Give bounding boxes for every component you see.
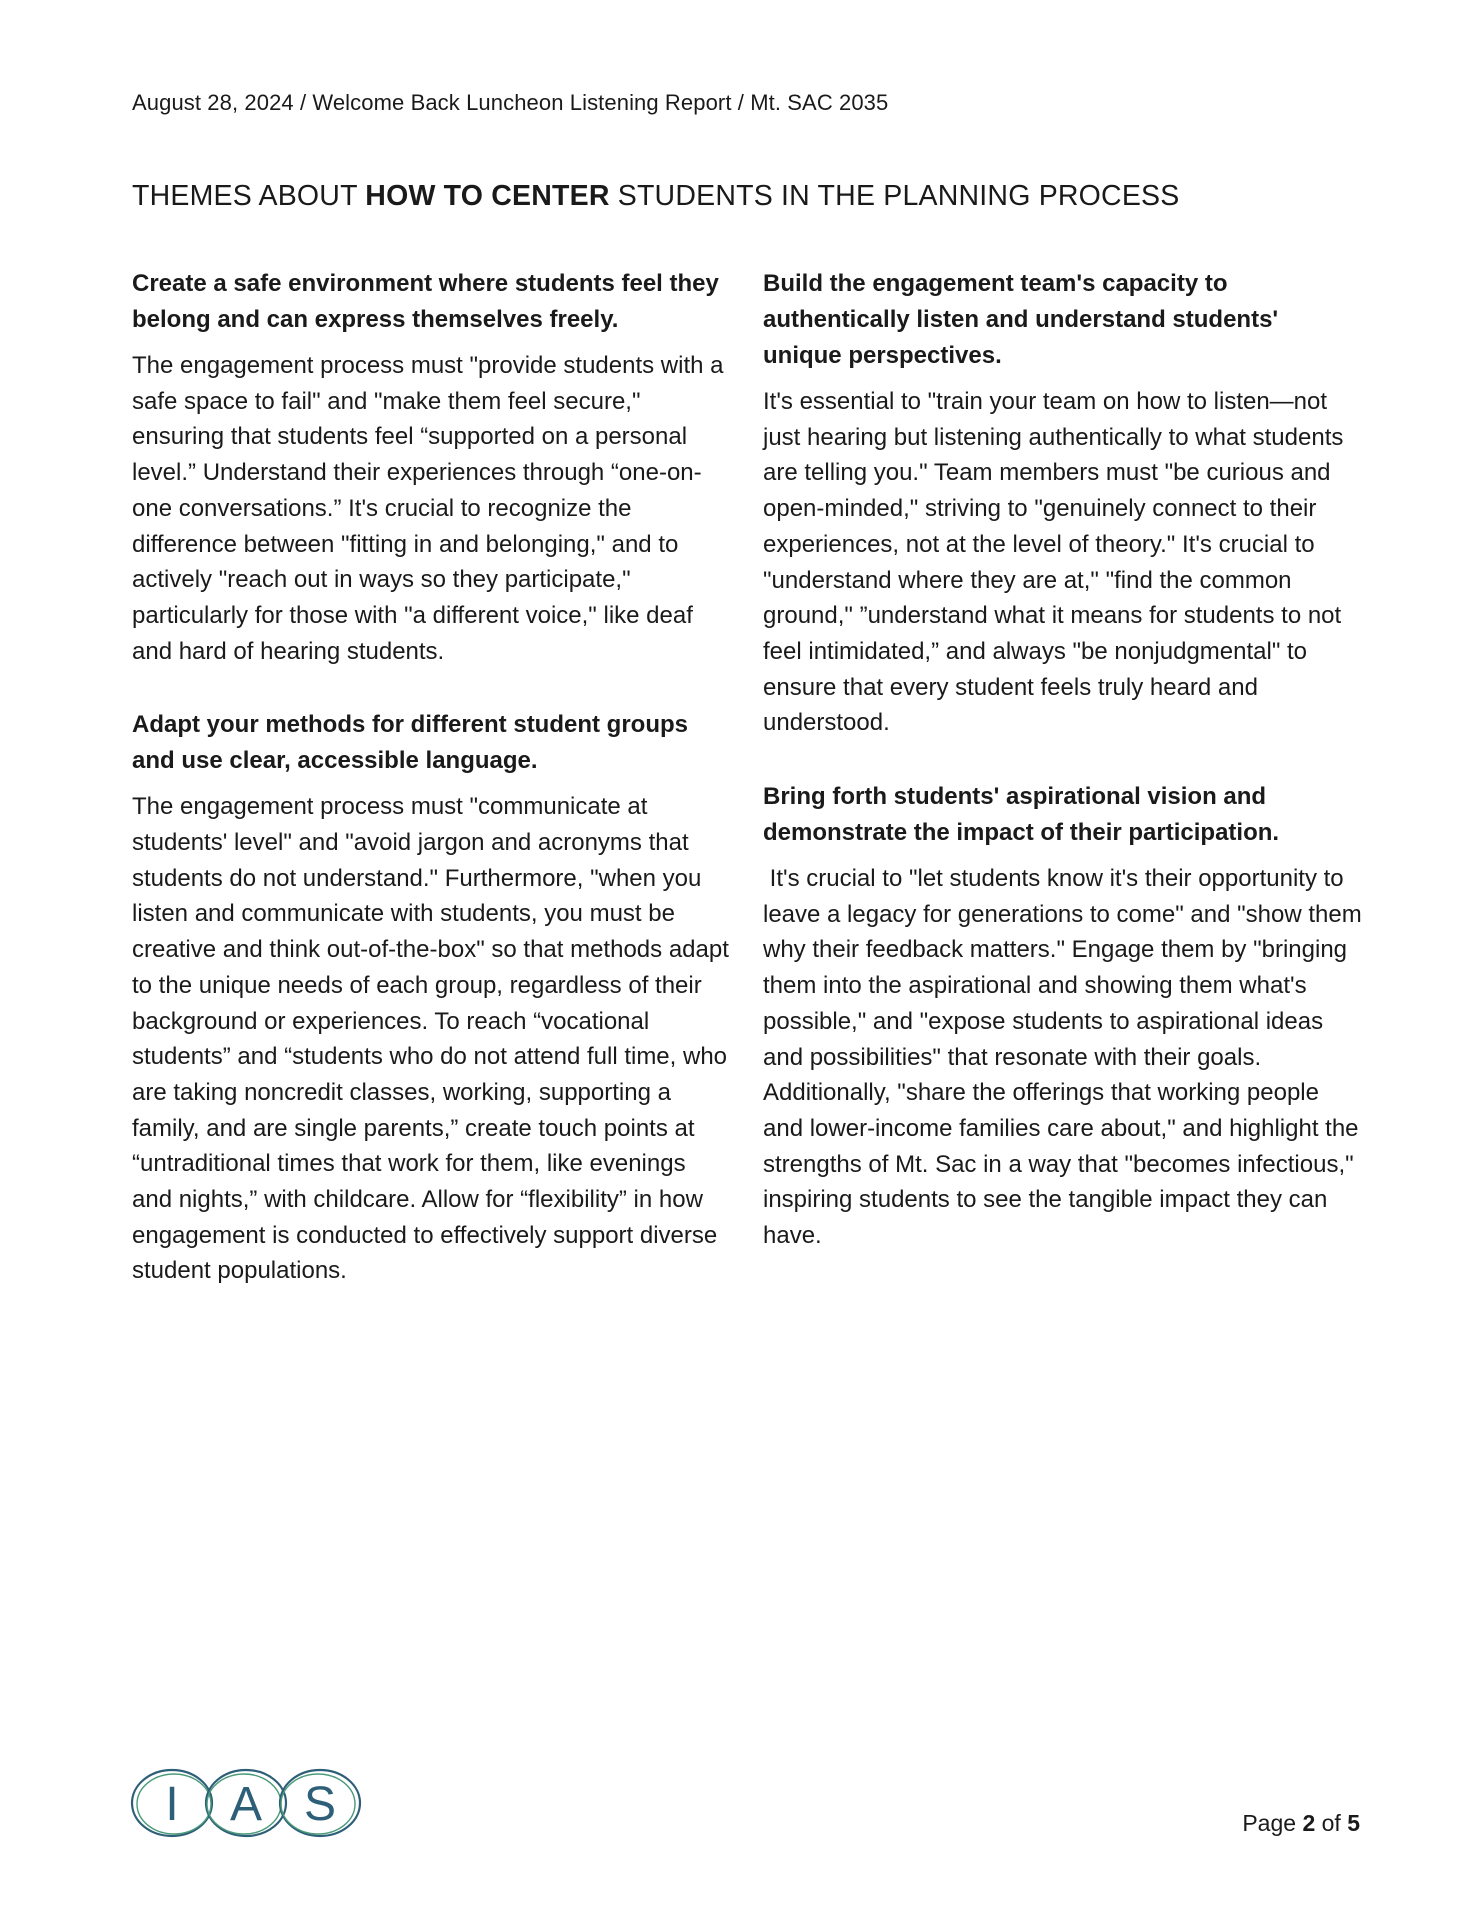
theme-section (132, 266, 732, 669)
ias-logo (130, 1766, 362, 1840)
page-title (132, 180, 1179, 213)
logo-letter-a: A (229, 1778, 263, 1831)
right-column (763, 266, 1369, 1292)
running-header: August 28, 2024 / Welcome Back Luncheon Listening Report / Mt. SAC 2035 (132, 90, 889, 115)
page-number-total: 5 (1347, 1810, 1360, 1836)
theme-title: Create a safe environment where students feel they belong and can express themselves freely. (132, 270, 719, 333)
theme-title: Adapt your methods for different student groups and use clear, accessible language. (132, 711, 688, 775)
logo-letter-i: I (165, 1778, 179, 1831)
theme-section (132, 707, 736, 1289)
logo-letter-s: S (303, 1778, 337, 1831)
theme-body: The engagement process must "provide students with a safe space to fail" and "make them feel secure," ensuring that students feel “supported on a personal level.” Understand their experiences through “one-on-one conversations.” It's crucial to recognize the difference between "fitting in and belonging," and to actively "reach out in ways so they participate," particularly for those with "a different voice," like deaf and hard of hearing students. (132, 352, 731, 665)
theme-section (763, 779, 1369, 1254)
theme-section (763, 266, 1363, 741)
theme-title: Build the engagement team's capacity to authentically listen and understand students' unique perspectives. (763, 270, 1279, 369)
theme-title: Bring forth students' aspirational vision and demonstrate the impact of their participation. (763, 783, 1280, 847)
page-title-suffix: STUDENTS IN THE PLANNING PROCESS (609, 180, 1180, 212)
left-column (132, 266, 736, 1327)
page-number-prefix: Page (1242, 1810, 1303, 1836)
theme-body: It's essential to "train your team on how to listen—not just hearing but listening authentically to what students are telling you." Team members must "be curious and open-minded," striving to "genuinely connect to their experiences, not at the level of theory." It's crucial to "understand where they are at," "find the common ground," ”understand what it means for students to not feel intimidated,” and always "be nonjudgmental" to ensure that every student feels truly heard and understood. (763, 388, 1351, 737)
page-number (1242, 1810, 1360, 1837)
theme-body: The engagement process must "communicate at students' level" and "avoid jargon and acronyms that students do not understand." Furthermore, "when you listen and communicate with students, you must be creative and think out-of-the-box" so that methods adapt to the unique needs of each group, regardless of their background or experiences. To reach “vocational students” and “students who do not attend full time, who are taking noncredit classes, working, supporting a family, and are single parents,” create touch points at “untraditional times that work for them, like evenings and nights,” with childcare. Allow for “flexibility” in how engagement is conducted to effectively support diverse student populations. (132, 793, 736, 1285)
theme-body: It's crucial to "let students know it's their opportunity to leave a legacy for generations to come" and "show them why their feedback matters." Engage them by "bringing them into the aspirational and showing them what's possible," and "expose students to aspirational ideas and possibilities" that resonate with their goals. Additionally, "share the offerings that working people and lower-income families care about," and highlight the strengths of Mt. Sac in a way that "becomes infectious," inspiring students to see the tangible impact they can have. (763, 865, 1369, 1250)
page-number-current: 2 (1302, 1810, 1316, 1836)
page-title-prefix: THEMES ABOUT (132, 180, 366, 212)
page-title-emphasis: HOW TO CENTER (365, 180, 610, 212)
page-number-middle: of (1315, 1810, 1348, 1836)
